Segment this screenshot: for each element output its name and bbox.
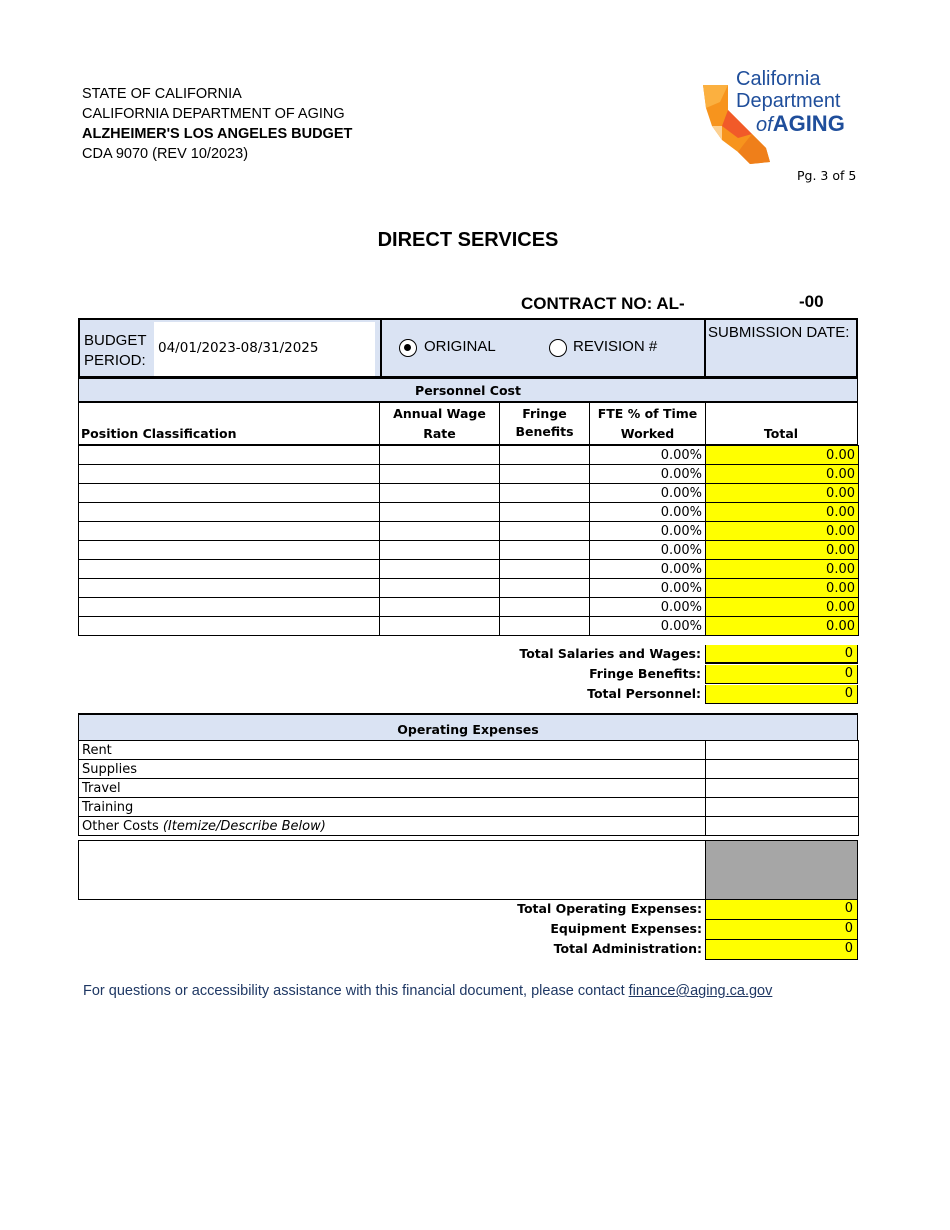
- table-row: [79, 617, 859, 636]
- expense-amount-cell[interactable]: [706, 779, 859, 798]
- table-row: [79, 522, 859, 541]
- total-cell: 0.00: [706, 503, 859, 522]
- col-position: Position Classification: [81, 426, 237, 441]
- budget-period-field[interactable]: 04/01/2023-08/31/2025: [154, 322, 375, 376]
- header-department: CALIFORNIA DEPARTMENT OF AGING: [82, 106, 345, 122]
- list-item: [79, 817, 859, 836]
- logo-aging: AGING: [772, 111, 845, 136]
- operating-total-label: Equipment Expenses:: [550, 921, 702, 936]
- budget-label-line1: BUDGET: [84, 332, 147, 349]
- col-wage-1: Annual Wage: [393, 406, 486, 421]
- total-cell: 0.00: [706, 560, 859, 579]
- contract-suffix: -00: [799, 292, 824, 311]
- col-fringe-1: Fringe: [522, 406, 567, 421]
- table-row: [79, 541, 859, 560]
- fte-cell[interactable]: 0.00%: [590, 446, 706, 465]
- other-costs-gray-cell: [705, 840, 858, 900]
- other-costs-description[interactable]: [78, 840, 706, 900]
- col-fringe-2: Benefits: [515, 424, 574, 439]
- col-fte-1: FTE % of Time: [597, 406, 698, 421]
- list-item: [79, 798, 859, 817]
- radio-selected-dot: [404, 344, 411, 351]
- position-cell[interactable]: [79, 465, 380, 484]
- total-cell: 0.00: [706, 541, 859, 560]
- budget-label-line2: PERIOD:: [84, 352, 146, 369]
- fte-cell[interactable]: 0.00%: [590, 598, 706, 617]
- position-cell[interactable]: [79, 560, 380, 579]
- personnel-section-title: Personnel Cost: [78, 378, 858, 403]
- wage-cell[interactable]: [380, 465, 500, 484]
- expense-note: (Itemize/Describe Below): [162, 818, 326, 834]
- info-divider-2: [704, 320, 706, 376]
- list-item: [79, 760, 859, 779]
- list-item: [79, 779, 859, 798]
- footer-email-link[interactable]: finance@aging.ca.gov: [628, 983, 773, 999]
- expense-amount-cell[interactable]: [706, 798, 859, 817]
- table-row: [79, 503, 859, 522]
- fringe-cell[interactable]: [500, 446, 590, 465]
- contract-label: CONTRACT NO: AL-: [521, 294, 685, 313]
- logo-of-aging: [756, 112, 845, 137]
- expense-label: Training: [82, 799, 134, 815]
- position-cell[interactable]: [79, 503, 380, 522]
- info-divider-1: [380, 320, 382, 376]
- total-cell: 0.00: [706, 446, 859, 465]
- personnel-table: [78, 445, 859, 636]
- total-cell: 0.00: [706, 484, 859, 503]
- personnel-total-value: 0: [705, 685, 858, 704]
- fringe-cell[interactable]: [500, 560, 590, 579]
- footer-contact: [83, 983, 772, 999]
- wage-cell[interactable]: [380, 617, 500, 636]
- operating-total-value: 0: [705, 940, 858, 960]
- header-budget-name: ALZHEIMER'S LOS ANGELES BUDGET: [82, 126, 353, 142]
- total-cell: 0.00: [706, 598, 859, 617]
- total-cell: 0.00: [706, 579, 859, 598]
- cda-logo: [700, 68, 860, 168]
- fringe-cell[interactable]: [500, 484, 590, 503]
- fringe-cell[interactable]: [500, 579, 590, 598]
- operating-total-value: 0: [705, 900, 858, 920]
- fte-cell[interactable]: 0.00%: [590, 522, 706, 541]
- expense-label: Rent: [82, 742, 112, 758]
- fte-cell[interactable]: 0.00%: [590, 541, 706, 560]
- expense-label-cell: [79, 760, 706, 779]
- expense-amount-cell[interactable]: [706, 741, 859, 760]
- expense-amount-cell[interactable]: [706, 817, 859, 836]
- wage-cell[interactable]: [380, 560, 500, 579]
- operating-table: [78, 740, 859, 836]
- wage-cell[interactable]: [380, 446, 500, 465]
- col-wage-2: Rate: [423, 426, 456, 441]
- position-cell[interactable]: [79, 541, 380, 560]
- wage-cell[interactable]: [380, 484, 500, 503]
- original-radio[interactable]: [399, 339, 417, 357]
- fte-cell[interactable]: 0.00%: [590, 484, 706, 503]
- expense-label: Supplies: [82, 761, 137, 777]
- revision-radio[interactable]: [549, 339, 567, 357]
- col-total: Total: [763, 426, 799, 441]
- total-cell: 0.00: [706, 522, 859, 541]
- personnel-total-label: Total Personnel:: [587, 686, 701, 701]
- fte-cell[interactable]: 0.00%: [590, 560, 706, 579]
- wage-cell[interactable]: [380, 522, 500, 541]
- wage-cell[interactable]: [380, 541, 500, 560]
- operating-total-value: 0: [705, 920, 858, 940]
- expense-label-cell: [79, 779, 706, 798]
- wage-cell[interactable]: [380, 503, 500, 522]
- expense-label-cell: [79, 741, 706, 760]
- expense-label-cell: [79, 817, 706, 836]
- original-label: ORIGINAL: [424, 338, 496, 355]
- position-cell[interactable]: [79, 579, 380, 598]
- fringe-cell[interactable]: [500, 541, 590, 560]
- table-row: [79, 446, 859, 465]
- fringe-cell[interactable]: [500, 503, 590, 522]
- operating-total-label: Total Administration:: [553, 941, 702, 956]
- table-row: [79, 465, 859, 484]
- expense-amount-cell[interactable]: [706, 760, 859, 779]
- header-state: STATE OF CALIFORNIA: [82, 86, 242, 102]
- operating-total-label: Total Operating Expenses:: [517, 901, 702, 916]
- fringe-cell[interactable]: [500, 617, 590, 636]
- fte-cell[interactable]: 0.00%: [590, 503, 706, 522]
- total-cell: 0.00: [706, 617, 859, 636]
- personnel-total-value: 0: [705, 665, 858, 684]
- logo-california: California: [736, 68, 821, 90]
- footer-text: For questions or accessibility assistance with this financial document, please contact: [83, 983, 629, 999]
- position-cell[interactable]: [79, 617, 380, 636]
- fte-cell[interactable]: 0.00%: [590, 579, 706, 598]
- wage-cell[interactable]: [380, 598, 500, 617]
- operating-section-title: Operating Expenses: [78, 713, 858, 741]
- budget-period-label: [84, 331, 147, 371]
- submission-date-label: SUBMISSION DATE:: [708, 324, 850, 341]
- personnel-total-label: Total Salaries and Wages:: [519, 646, 701, 661]
- position-cell[interactable]: [79, 522, 380, 541]
- fte-cell[interactable]: 0.00%: [590, 465, 706, 484]
- expense-label: Travel: [82, 780, 121, 796]
- fringe-cell[interactable]: [500, 598, 590, 617]
- expense-label: Other Costs: [82, 818, 163, 834]
- position-cell[interactable]: [79, 484, 380, 503]
- fringe-cell[interactable]: [500, 522, 590, 541]
- position-cell[interactable]: [79, 598, 380, 617]
- personnel-total-value: 0: [705, 645, 858, 664]
- header-form-number: CDA 9070 (REV 10/2023): [82, 146, 249, 162]
- table-row: [79, 579, 859, 598]
- personnel-total-label: Fringe Benefits:: [589, 666, 701, 681]
- page-number: Pg. 3 of 5: [797, 168, 857, 183]
- expense-label-cell: [79, 798, 706, 817]
- table-row: [79, 598, 859, 617]
- col-fte-2: Worked: [620, 426, 675, 441]
- fringe-cell[interactable]: [500, 465, 590, 484]
- table-row: [79, 484, 859, 503]
- logo-department: Department: [736, 90, 841, 112]
- list-item: [79, 741, 859, 760]
- page-title: DIRECT SERVICES: [377, 229, 559, 251]
- wage-cell[interactable]: [380, 579, 500, 598]
- position-cell[interactable]: [79, 446, 380, 465]
- fte-cell[interactable]: 0.00%: [590, 617, 706, 636]
- table-row: [79, 560, 859, 579]
- revision-label: REVISION #: [573, 338, 658, 355]
- logo-of: of: [756, 114, 773, 136]
- total-cell: 0.00: [706, 465, 859, 484]
